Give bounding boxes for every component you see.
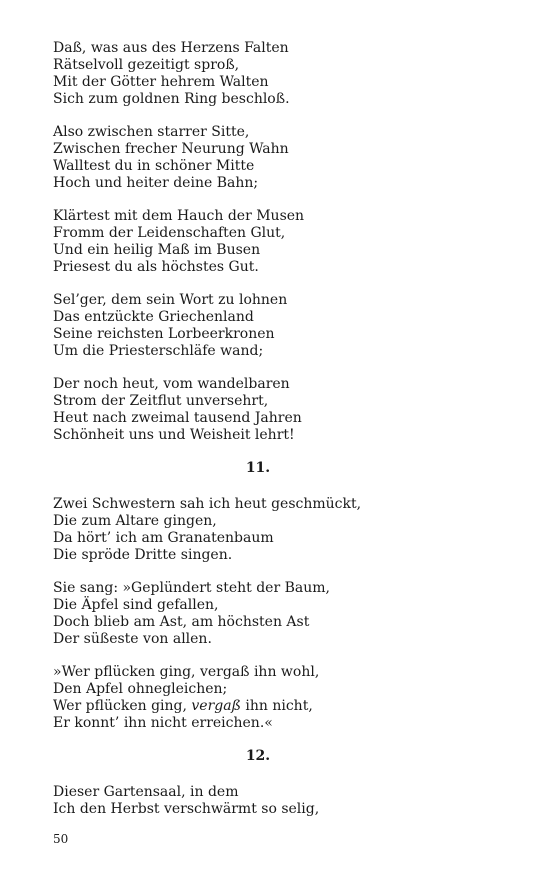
verse-line: Da hört’ ich am Granatenbaum [53,530,274,546]
verse-line: Sel’ger, dem sein Wort zu lohnen [53,292,288,308]
verse-line: Hoch und heiter deine Bahn; [53,175,259,191]
verse-line: Zwischen frecher Neurung Wahn [53,141,289,157]
stanza [53,664,513,732]
poem-number: 11. [245,460,271,476]
verse-line: Heut nach zweimal tausend Jahren [53,410,302,426]
verse-line: Walltest du in schöner Mitte [53,158,255,174]
verse-line: Die zum Altare gingen, [53,513,217,529]
stanza [53,580,513,648]
verse-line-emphasized: Wer pflücken ging, vergaß ihn nicht, [53,698,313,714]
verse-line: »Wer pflücken ging, vergaß ihn wohl, [53,664,320,680]
verse-line: Rätselvoll gezeitigt sproß, [53,57,240,73]
verse-line: Priesest du als höchstes Gut. [53,259,259,275]
stanza [53,376,513,444]
emphasized-word: vergaß [191,698,241,714]
verse-line: Er konnt’ ihn nicht erreichen.« [53,715,273,731]
verse-line: Zwei Schwestern sah ich heut geschmückt, [53,496,362,512]
verse-line: Die spröde Dritte singen. [53,547,233,563]
verse-line: Und ein heilig Maß im Busen [53,242,261,258]
verse-line: Sich zum goldnen Ring beschloß. [53,91,290,107]
verse-line: Klärtest mit dem Hauch der Musen [53,208,305,224]
verse-line: Daß, was aus des Herzens Falten [53,40,289,56]
stanza [53,496,513,564]
stanza [53,292,513,360]
verse-line: Dieser Gartensaal, in dem [53,784,239,800]
stanza [53,124,513,192]
page-number: 50 [53,832,69,846]
verse-line: Die Äpfel sind gefallen, [53,597,219,613]
verse-line: Der noch heut, vom wandelbaren [53,376,290,392]
stanza [53,40,513,108]
verse-line: Seine reichsten Lorbeerkronen [53,326,275,342]
verse-line: Schönheit uns und Weisheit lehrt! [53,427,295,443]
verse-line: Der süßeste von allen. [53,631,212,647]
poem-page [53,40,513,834]
verse-line: Fromm der Leidenschaften Glut, [53,225,286,241]
verse-line: Sie sang: »Geplündert steht der Baum, [53,580,330,596]
poem-number: 12. [245,748,271,764]
verse-line: Den Apfel ohnegleichen; [53,681,228,697]
verse-line: Mit der Götter hehrem Walten [53,74,269,90]
verse-line: Strom der Zeitflut unversehrt, [53,393,269,409]
verse-line: Also zwischen starrer Sitte, [53,124,250,140]
verse-line: Ich den Herbst verschwärmt so selig, [53,801,320,817]
verse-line: Doch blieb am Ast, am höchsten Ast [53,614,310,630]
verse-line: Um die Priesterschläfe wand; [53,343,264,359]
stanza [53,208,513,276]
stanza [53,784,513,818]
verse-line: Das entzückte Griechenland [53,309,254,325]
